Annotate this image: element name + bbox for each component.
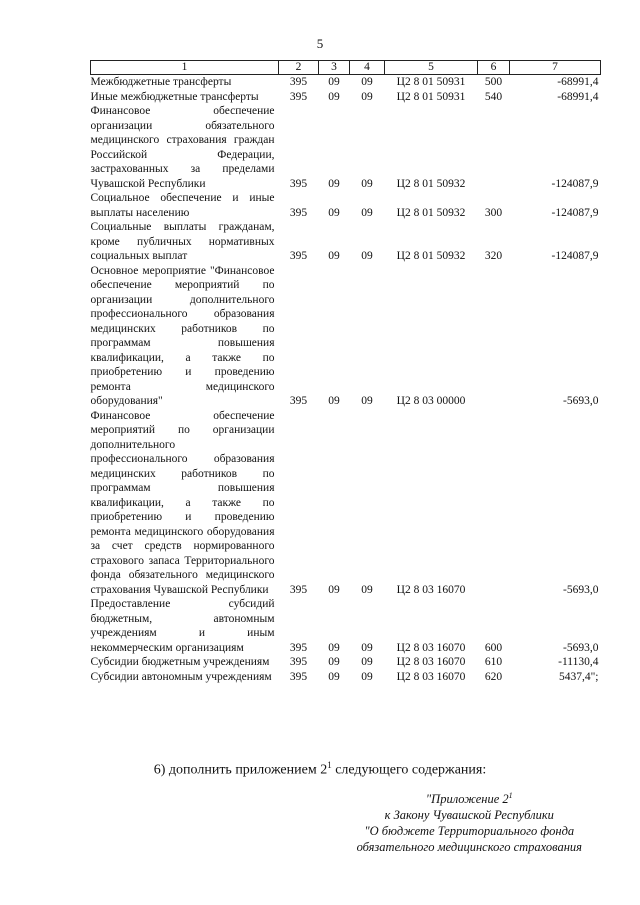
row-admin-code: 395 [289,641,308,654]
row-name: Социальные выплаты гражданам, кроме публичных нормативных социальных выплат [90,221,275,262]
row-subsection: 09 [361,395,373,407]
row-target-code: Ц2 8 03 00000 [396,395,466,407]
row-expense-type: 320 [484,250,503,262]
row-amount: -124087,9 [551,206,599,219]
row-expense-type [478,264,510,409]
row-section: 09 [328,76,340,88]
row-amount: -5693,0 [563,583,599,596]
row-name: Межбюджетные трансферты [90,76,232,88]
row-section: 09 [328,641,340,654]
row-amount: -124087,9 [551,177,599,190]
annex-title-superscript: 1 [508,791,513,800]
row-target-code: Ц2 8 01 50932 [396,206,466,219]
table-row [91,409,601,598]
row-name: Социальное обеспечение и иные выплаты населению [90,192,275,219]
row-section: 09 [328,177,340,190]
row-subsection: 09 [361,656,373,668]
table-row [91,597,601,655]
row-name: Основное мероприятие "Финансовое обеспечение мероприятий по организации дополнительного профессионального образования медицинских работников по программам повышения квалификации, а также по приобретению и проведению ремонта медицинского оборудования" [90,264,275,407]
header-cell: 2 [279,61,319,75]
row-expense-type: 620 [484,670,503,683]
annex-title: "Приложение 2 [425,792,509,807]
page-number: 5 [316,36,324,51]
header-row [91,61,601,75]
row-target-code: Ц2 8 01 50932 [396,177,466,190]
table-row [91,670,601,685]
row-admin-code: 395 [289,583,308,596]
row-expense-type [478,409,510,598]
row-admin-code: 395 [289,250,308,262]
row-section: 09 [328,250,340,262]
header-cell: 3 [319,61,350,75]
header-cell: 7 [510,61,601,75]
row-amount: -124087,9 [551,250,599,262]
row-target-code: Ц2 8 01 50932 [396,250,466,262]
table-row [91,220,601,264]
row-section: 09 [328,583,340,596]
row-subsection: 09 [361,583,373,596]
header-cell: 5 [385,61,478,75]
table-row [91,90,601,105]
row-subsection: 09 [361,76,373,88]
row-name: Иные межбюджетные трансферты [90,90,259,103]
annex-line: обязательного медицинского страхования [356,840,582,855]
table-row [91,75,601,90]
row-target-code: Ц2 8 01 50931 [396,90,466,103]
annex-heading [357,788,582,855]
row-name: Субсидии автономным учреждениям [90,670,272,683]
row-admin-code: 395 [289,177,308,190]
amendment-text-start: 6) дополнить приложением 2 [153,762,328,778]
row-subsection: 09 [361,90,373,103]
table-row [91,264,601,409]
header-cell: 4 [350,61,385,75]
amendment-text-end: следующего содержания: [331,762,487,778]
row-amount: -68991,4 [557,76,599,88]
annex-title-line [357,788,582,807]
row-admin-code: 395 [289,76,308,88]
row-target-code: Ц2 8 03 16070 [396,656,466,668]
row-amount: -11130,4 [558,656,599,668]
row-amount: -68991,4 [557,90,599,103]
row-admin-code: 395 [289,670,308,683]
row-section: 09 [328,656,340,668]
annex-line: "О бюджете Территориального фонда [364,824,575,839]
row-subsection: 09 [361,641,373,654]
row-amount: -5693,0 [563,641,599,654]
header-cell: 1 [91,61,279,75]
row-target-code: Ц2 8 03 16070 [396,670,466,683]
row-section: 09 [328,206,340,219]
row-section: 09 [328,395,340,407]
row-name: Предоставление субсидий бюджетным, автономным учреждениям и иным некоммерческим организациям [90,598,275,654]
row-expense-type: 610 [484,656,503,668]
row-expense-type: 500 [484,76,503,88]
row-admin-code: 395 [289,206,308,219]
row-subsection: 09 [361,250,373,262]
row-admin-code: 395 [289,90,308,103]
amendment-superscript: 1 [327,760,332,770]
header-cell: 6 [478,61,510,75]
amendment-paragraph [0,760,640,779]
row-section: 09 [328,670,340,683]
row-amount: 5437,4"; [558,670,599,683]
row-expense-type: 300 [484,206,503,219]
row-target-code: Ц2 8 03 16070 [396,641,466,654]
table-row [91,655,601,670]
annex-line: к Закону Чувашской Республики [384,808,554,823]
row-name: Финансовое обеспечение мероприятий по организации дополнительного профессионального образования медицинских работников по программам повышения квалификации, а также по приобретению и проведению ремонта медицинского оборудования за счет средств нормированного страхового запаса Территориального фонда обязательного медицинского страхования Чувашской Республики [90,409,275,596]
table-row [91,191,601,220]
row-section: 09 [328,90,340,103]
table-row [91,104,601,191]
row-subsection: 09 [361,670,373,683]
row-expense-type: 600 [484,641,503,654]
row-subsection: 09 [361,206,373,219]
row-admin-code: 395 [289,395,308,407]
row-subsection: 09 [361,177,373,190]
row-admin-code: 395 [289,656,308,668]
row-amount: -5693,0 [563,395,599,407]
row-target-code: Ц2 8 01 50931 [396,76,466,88]
row-name: Субсидии бюджетным учреждениям [90,656,270,668]
row-target-code: Ц2 8 03 16070 [396,583,466,596]
row-expense-type: 540 [484,90,503,103]
row-name: Финансовое обеспечение организации обязательного медицинского страхования граждан Российской Федерации, застрахованных за пределами Чувашской Республики [90,105,275,190]
row-expense-type [478,104,510,191]
budget-table [90,60,601,684]
